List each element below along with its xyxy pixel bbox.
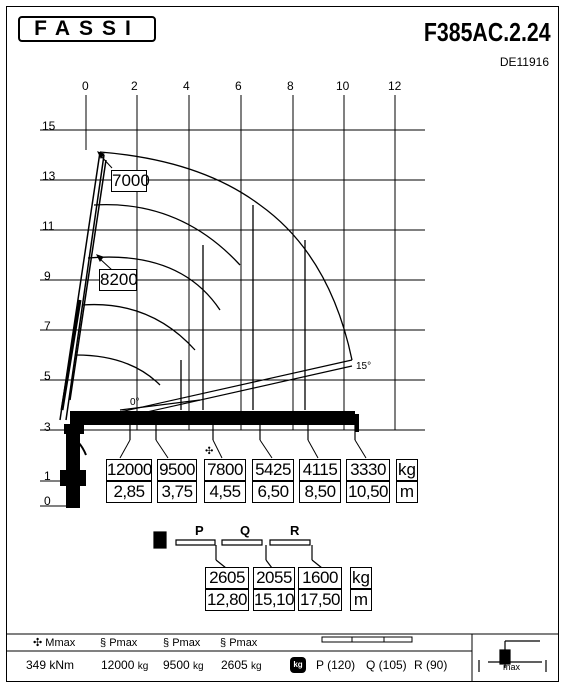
- x-tick-label: 2: [131, 79, 138, 93]
- ext-load-cell: 1600: [298, 567, 342, 589]
- load-cell: 9500: [157, 459, 197, 481]
- reach-cell: 3,75: [157, 481, 197, 503]
- angle-label-15: 15°: [356, 361, 372, 372]
- ext-reach-cell: 17,50: [299, 590, 341, 609]
- x-tick-label: 4: [183, 79, 190, 93]
- reach-cell: 10,50: [347, 482, 389, 501]
- y-tick-label: 7: [44, 319, 51, 333]
- max-label: max: [503, 662, 521, 672]
- pmax-value-1: 12000 kg: [101, 658, 149, 672]
- mmax-value: 349 kNm: [26, 658, 75, 672]
- x-tick-label: 8: [287, 79, 294, 93]
- p-value: P (120): [316, 658, 356, 672]
- y-tick-label: 13: [42, 169, 56, 183]
- ext-load-cell: 2055: [253, 567, 295, 589]
- weight-icon: kg: [290, 657, 306, 673]
- pmax-label-2: § Pmax: [163, 637, 201, 649]
- angle-label-0: 0°: [130, 397, 140, 408]
- y-tick-label: 11: [42, 219, 55, 233]
- reach-cell: 6,50: [252, 481, 294, 503]
- q-value: Q (105): [366, 658, 407, 672]
- pmax-label-1: § Pmax: [100, 637, 138, 649]
- reach-cell: 8,50: [299, 481, 341, 503]
- y-tick-label: 3: [44, 420, 51, 434]
- y-tick-label: 1: [44, 469, 51, 483]
- y-tick-label: 0: [44, 494, 51, 508]
- load-cell: 12000: [107, 460, 152, 479]
- pmax-label-3: § Pmax: [220, 637, 258, 649]
- ext-label-r: R: [290, 523, 300, 538]
- load-cell: 4115: [299, 459, 341, 481]
- y-tick-label: 5: [44, 369, 51, 383]
- ext-unit-load-cell: kg: [350, 567, 372, 589]
- ext-reach-cell: 12,80: [206, 590, 248, 609]
- load-cell: 5425: [252, 459, 294, 481]
- y-tick-label: 15: [42, 119, 56, 133]
- r-value: R (90): [414, 658, 448, 672]
- reach-cell: 4,55: [204, 481, 246, 503]
- ext-unit-reach-cell: m: [350, 589, 372, 611]
- ext-load-cell: 2605: [205, 567, 249, 589]
- reach-cell: 2,85: [106, 481, 152, 503]
- x-tick-label: 0: [82, 79, 89, 93]
- ext-label-q: Q: [240, 523, 251, 538]
- unit-load-cell: kg: [396, 459, 418, 481]
- load-cell: 3330: [346, 459, 390, 481]
- boom-tag-7000: 7000: [112, 171, 150, 190]
- ext-reach-cell: 15,10: [254, 590, 295, 609]
- pmax-value-3: 2605 kg: [221, 658, 262, 672]
- unit-reach-cell: m: [396, 481, 418, 503]
- fassi-logo: FASSI: [18, 16, 156, 42]
- x-tick-label: 6: [235, 79, 242, 93]
- mmax-label: ✣ Mmax: [33, 637, 76, 649]
- x-tick-label: 12: [388, 79, 402, 93]
- doc-code: DE11916: [499, 55, 549, 69]
- ext-label-p: P: [195, 523, 204, 538]
- pmax-value-2: 9500 kg: [163, 658, 204, 672]
- y-tick-label: 9: [44, 269, 51, 283]
- model-title: F385AC.2.24: [424, 17, 551, 47]
- boom-tag-8200: 8200: [100, 270, 138, 289]
- load-cell: 7800: [204, 459, 246, 481]
- x-tick-label: 10: [336, 79, 350, 93]
- mmax-marker-icon: ✣: [205, 446, 214, 457]
